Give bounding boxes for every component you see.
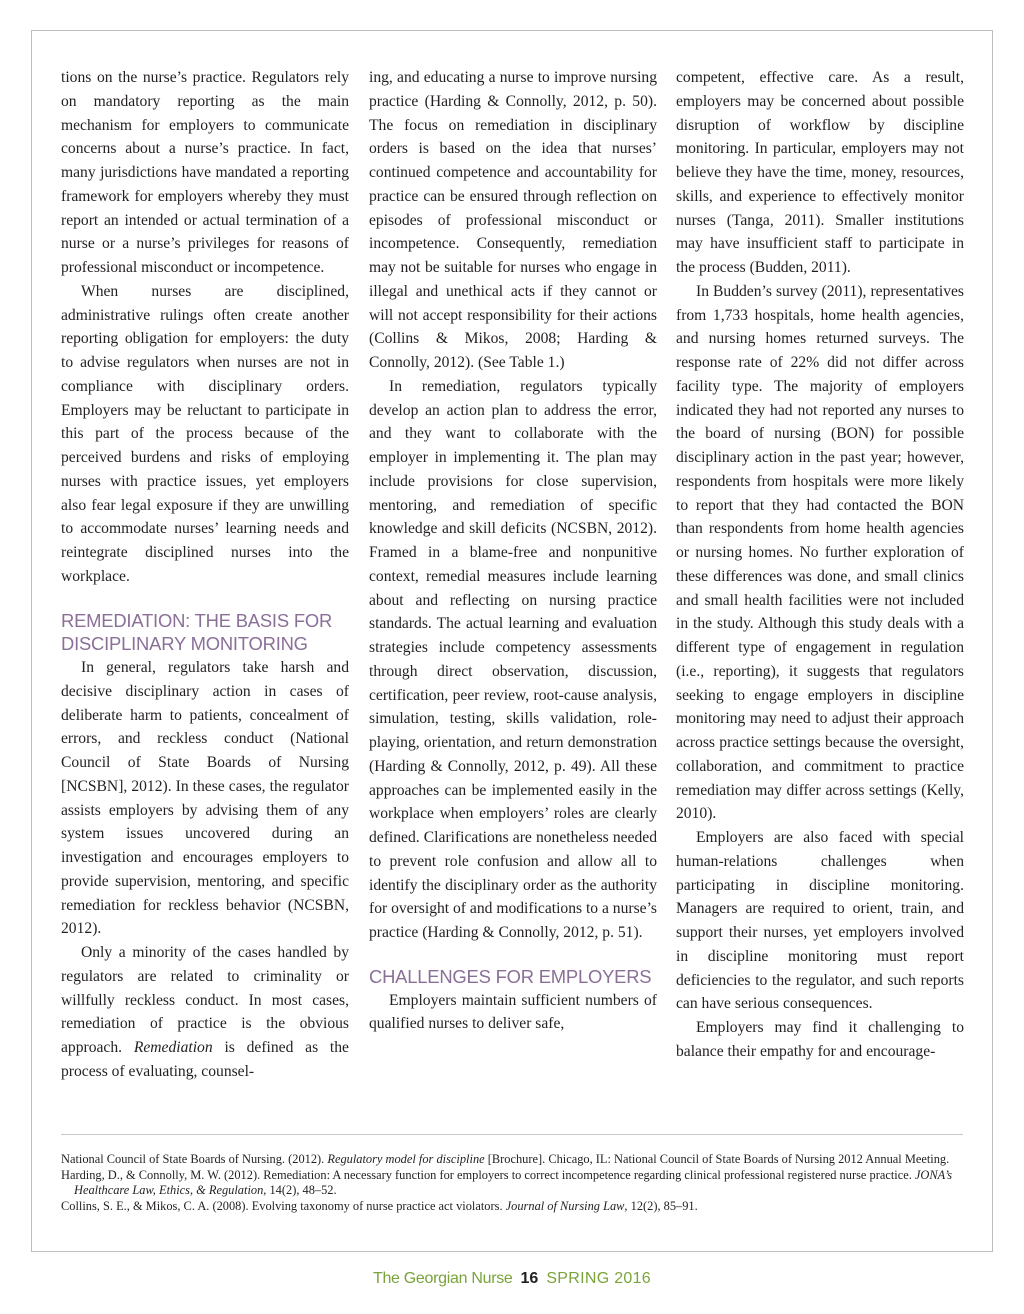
issue-label: SPRING 2016: [546, 1270, 652, 1287]
paragraph: tions on the nurse’s practice. Regulators rely on mandatory reporting as the main mechanism for employers to communicate concerns about a nurse’s practice. In fact, many jurisdictions have mandated a reporting framework for employers whereby they must report an intended or actual termination of a nurse or a nurse’s privileges for reasons of professional misconduct or incompetence.: [61, 69, 349, 276]
paragraph: In general, regulators take harsh and decisive disciplinary action in cases of deliberate harm to patients, concealment of errors, and reckless conduct (National Council of State Boards of Nursing [NCSBN], 2012). In these cases, the regulator assists employers by advising them of any system issues uncovered during an investigation and encourages employers to provide supervision, mentoring, and specific remediation for reckless behavior (NCSBN, 2012).: [61, 659, 349, 938]
references-list: [61, 1152, 966, 1214]
text-column-1: [61, 66, 349, 1084]
paragraph: ing, and educating a nurse to improve nursing practice (Harding & Connolly, 2012, p. 50). The focus on remediation in disciplinary orders is based on the idea that nurses’ continued competence and accountability for practice can be ensured through reflection on episodes of professional misconduct or incompetence. Consequently, remediation may not be suitable for nurses who engage in illegal and unethical acts if they cannot or will not accept responsibility for their actions (Collins & Mikos, 2008; Harding & Connolly, 2012). (See Table 1.): [369, 69, 657, 371]
reference-item: Harding, D., & Connolly, M. W. (2012). Remediation: A necessary function for employers to correct incompetence regarding clinical professional registered nurse practice. JONA’s Healthcare Law, Ethics, & Regulation, 14(2), 48–52.: [61, 1167, 953, 1197]
paragraph: When nurses are disciplined, administrative rulings often create another reporting obligation for employers: the duty to advise regulators when nurses are not in compliance with disciplinary orders. Employers may be reluctant to participate in this part of the process because of the perceived burdens and risks of employing nurses with practice issues, yet employers also fear legal exposure if they are unwilling to accommodate nurses’ learning needs and reintegrate disciplined nurses into the workplace.: [61, 282, 349, 585]
text-column-2: [369, 66, 657, 1036]
page-footer: [0, 1269, 1024, 1289]
reference-item: Collins, S. E., & Mikos, C. A. (2008). Evolving taxonomy of nurse practice act violators. Journal of Nursing Law, 12(2), 85–91.: [61, 1198, 698, 1213]
section-heading-remediation: REMEDIATION: THE BASIS FOR DISCIPLINARY MONITORING: [61, 609, 333, 655]
paragraph: Employers may find it challenging to balance their empathy for and encourage-: [676, 1019, 964, 1060]
paragraph: In Budden’s survey (2011), representatives from 1,733 hospitals, home health agencies, and nursing homes returned surveys. The response rate of 22% did not differ across facility type. The majority of employers indicated they had not reported any nurses to the board of nursing (BON) for possible disciplinary action in the past year; however, respondents from hospitals were more likely to report that they had contacted the BON than respondents from home health agencies or nursing homes. No further exploration of these differences was done, and small clinics and small health facilities were not included in the study. Although this study deals with a different type of engagement in regulation (i.e., reporting), it suggests that regulators seeking to engage employers in discipline monitoring may need to adjust their approach across practice settings because the oversight, collaboration, and commitment to practice remediation may differ across settings (Kelly, 2010).: [676, 282, 964, 823]
paragraph: competent, effective care. As a result, employers may be concerned about possible disruption of workflow by discipline monitoring. In particular, employers may not believe they have the time, money, resources, skills, and experience to effectively monitor nurses (Tanga, 2011). Smaller institutions may have insufficient staff to participate in the process (Budden, 2011).: [676, 69, 964, 276]
reference-item: National Council of State Boards of Nursing. (2012). Regulatory model for discipline [Brochure]. Chicago, IL: National Council of State Boards of Nursing 2012 Annual Meeting.: [61, 1152, 950, 1166]
page-number: 16: [520, 1270, 539, 1287]
publication-name: The Georgian Nurse: [372, 1270, 513, 1287]
paragraph: In remediation, regulators typically develop an action plan to address the error, and they want to collaborate with the employer in implementing it. The plan may include provisions for close supervision, mentoring, and remediation of specific knowledge and skill deficits (NCSBN, 2012). Framed in a blame-free and nonpunitive context, remedial measures include learning about and reflecting on nursing practice standards. The actual learning and evaluation strategies include competency assessments through direct observation, discussion, certification, peer review, root-cause analysis, simulation, testing, skills validation, role-playing, orientation, and return demonstration (Harding & Connolly, 2012, p. 49). All these approaches can be implemented easily in the workplace when employers’ roles are clearly defined. Clarifications are nonetheless needed to prevent role confusion and allow all to identify the disciplinary order as the authority for oversight of and modifications to a nurse’s practice (Harding & Connolly, 2012, p. 51).: [369, 377, 657, 941]
paragraph: Employers are also faced with special human-relations challenges when participating in discipline monitoring. Managers are required to orient, train, and support their nurses, yet employers involved in discipline monitoring must report deficiencies to the regulator, and such reports can have serious consequences.: [676, 829, 964, 1013]
emphasized-term: Remediation: [133, 1039, 213, 1056]
paragraph: Only a minority of the cases handled by regulators are related to criminality or willfully reckless conduct. In most cases, remediation of practice is the obvious approach. Remediation is defined as the process of evaluating, counsel-: [61, 944, 349, 1080]
section-heading-challenges: CHALLENGES FOR EMPLOYERS: [369, 965, 652, 987]
paragraph: Employers maintain sufficient numbers of qualified nurses to deliver safe,: [369, 991, 657, 1033]
references-divider: [61, 1134, 963, 1135]
text-column-3: [676, 66, 964, 1064]
